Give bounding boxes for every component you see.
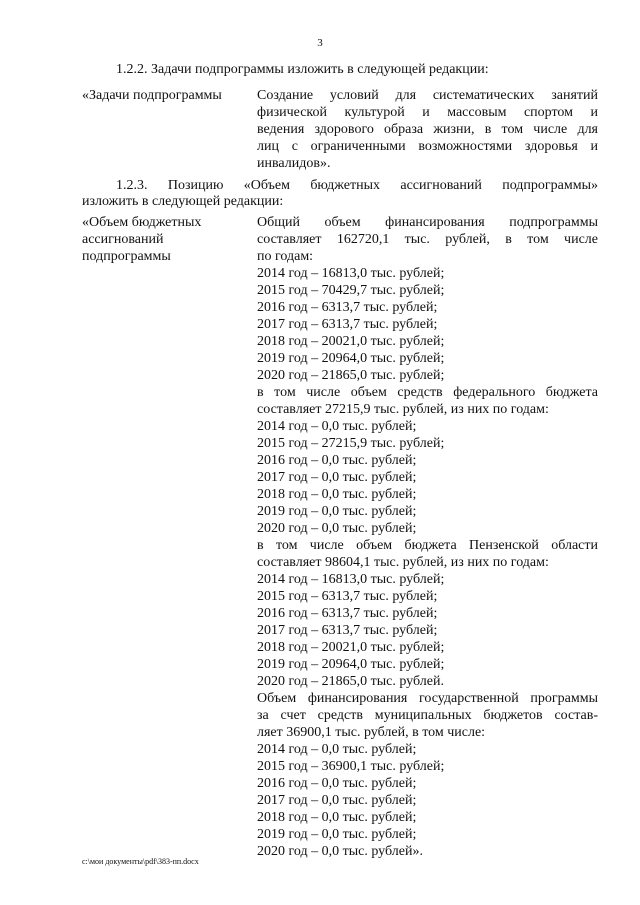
budget-label [82, 214, 242, 265]
total-intro-line: Общий объем финансирования подпрограммы [257, 215, 598, 230]
federal-year-line: 2019 год – 0,0 тыс. рублей; [257, 504, 417, 519]
budget-label-line: подпрограммы [82, 249, 171, 264]
page-number: 3 [317, 37, 323, 49]
municipal-year-line: 2016 год – 0,0 тыс. рублей; [257, 776, 417, 791]
section-heading-1-2-2: 1.2.2. Задачи подпрограммы изложить в следующей редакции: [116, 62, 489, 77]
tasks-value-line: инвалидов». [257, 156, 331, 171]
section-heading-line: изложить в следующей редакции: [82, 194, 284, 209]
tasks-label-text: «Задачи подпрограммы [82, 88, 222, 103]
regional-year-line: 2019 год – 20964,0 тыс. рублей; [257, 657, 445, 672]
regional-intro-line: составляет 98604,1 тыс. рублей, из них по годам: [257, 555, 549, 570]
federal-year-line: 2017 год – 0,0 тыс. рублей; [257, 470, 417, 485]
section-heading-1-2-3 [116, 177, 598, 194]
federal-year-line: 2020 год – 0,0 тыс. рублей; [257, 521, 417, 536]
federal-year-line: 2014 год – 0,0 тыс. рублей; [257, 419, 417, 434]
budget-value [257, 214, 598, 860]
tasks-label [82, 87, 242, 104]
tasks-value-line: ведения здорового образа жизни, в том числе для [257, 122, 598, 137]
municipal-intro-line: Объем финансирования государственной программы [257, 691, 598, 706]
federal-year-line: 2016 год – 0,0 тыс. рублей; [257, 453, 417, 468]
municipal-year-line: 2015 год – 36900,1 тыс. рублей; [257, 759, 445, 774]
municipal-year-line: 2014 год – 0,0 тыс. рублей; [257, 742, 417, 757]
tasks-value [257, 87, 598, 172]
section-heading-line: 1.2.3. Позицию «Объем бюджетных ассигнований подпрограммы» [116, 178, 598, 193]
file-path-footer: c:\мои документы\pdf\383-пп.docx [82, 857, 199, 866]
tasks-value-line: Создание условий для систематических занятий [257, 88, 598, 103]
federal-year-line: 2015 год – 27215,9 тыс. рублей; [257, 436, 445, 451]
total-year-line: 2020 год – 21865,0 тыс. рублей; [257, 368, 445, 383]
regional-intro-line: в том числе объем бюджета Пензенской области [257, 538, 598, 553]
municipal-year-line: 2018 год – 0,0 тыс. рублей; [257, 810, 417, 825]
total-intro-line: по годам: [257, 249, 314, 264]
regional-year-line: 2018 год – 20021,0 тыс. рублей; [257, 640, 445, 655]
regional-year-line: 2015 год – 6313,7 тыс. рублей; [257, 589, 438, 604]
total-year-line: 2018 год – 20021,0 тыс. рублей; [257, 334, 445, 349]
total-year-line: 2015 год – 70429,7 тыс. рублей; [257, 283, 445, 298]
federal-year-line: 2018 год – 0,0 тыс. рублей; [257, 487, 417, 502]
total-year-line: 2017 год – 6313,7 тыс. рублей; [257, 317, 438, 332]
regional-year-line: 2016 год – 6313,7 тыс. рублей; [257, 606, 438, 621]
federal-intro-line: в том числе объем средств федерального бюджета [257, 385, 598, 400]
budget-label-line: ассигнований [82, 232, 164, 247]
total-year-line: 2014 год – 16813,0 тыс. рублей; [257, 266, 445, 281]
regional-year-line: 2014 год – 16813,0 тыс. рублей; [257, 572, 445, 587]
regional-year-line: 2020 год – 21865,0 тыс. рублей. [257, 674, 444, 689]
total-intro-line: составляет 162720,1 тыс. рублей, в том числе [257, 232, 598, 247]
municipal-intro-line: за счет средств муниципальных бюджетов состав- [257, 708, 598, 723]
municipal-intro-line: ляет 36900,1 тыс. рублей, в том числе: [257, 725, 486, 740]
municipal-year-line: 2020 год – 0,0 тыс. рублей». [257, 844, 423, 859]
total-year-line: 2019 год – 20964,0 тыс. рублей; [257, 351, 445, 366]
budget-label-line: «Объем бюджетных [82, 215, 202, 230]
section-heading-1-2-3-cont [82, 193, 283, 210]
tasks-value-line: лиц с ограниченными возможностями здоровья и [257, 139, 598, 154]
tasks-value-line: физической культурой и массовым спортом и [257, 105, 598, 120]
regional-year-line: 2017 год – 6313,7 тыс. рублей; [257, 623, 438, 638]
municipal-year-line: 2019 год – 0,0 тыс. рублей; [257, 827, 417, 842]
total-year-line: 2016 год – 6313,7 тыс. рублей; [257, 300, 438, 315]
municipal-year-line: 2017 год – 0,0 тыс. рублей; [257, 793, 417, 808]
federal-intro-line: составляет 27215,9 тыс. рублей, из них по годам: [257, 402, 549, 417]
